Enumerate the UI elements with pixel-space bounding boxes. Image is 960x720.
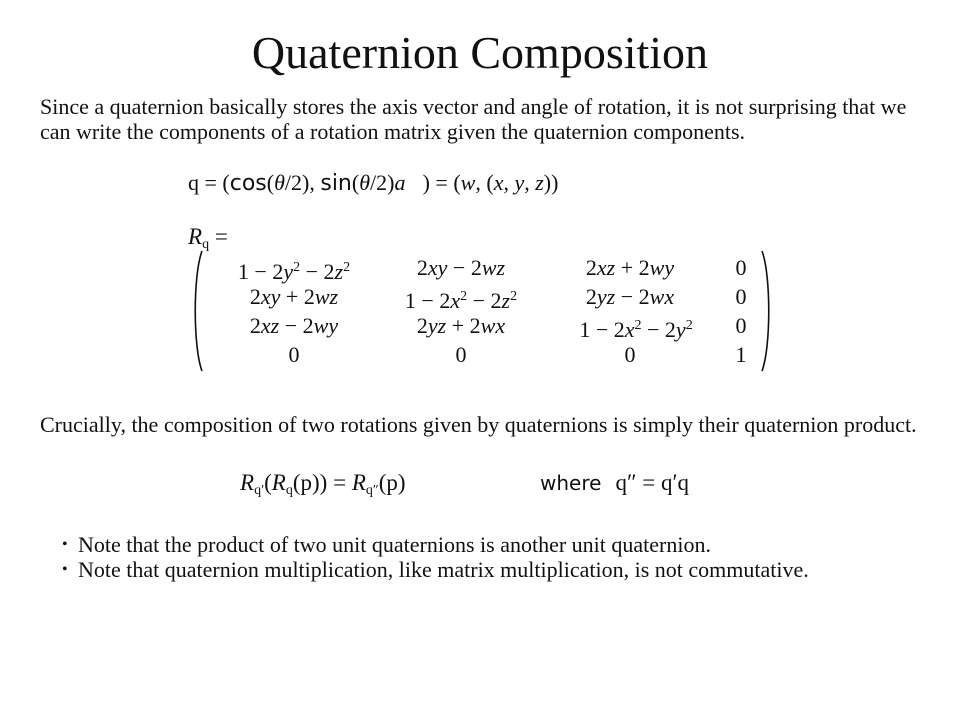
matrix-right-parenthesis (760, 250, 774, 372)
intro-paragraph: Since a quaternion basically stores the axis vector and angle of rotation, it is not surprising that we can write the components of a rotation matrix given the quaternion components. (40, 94, 907, 144)
matrix-cell-r4c4: 1 (735, 342, 747, 367)
matrix-cell-r1c3: 2xz + 2wy (585, 255, 675, 280)
matrix-cell-r1c4: 0 (735, 255, 747, 280)
matrix-cell-r1c2: 2xy − 2wz (416, 255, 506, 280)
matrix-cell-r4c2: 0 (455, 342, 467, 367)
list-item (62, 557, 922, 582)
notes-list (62, 532, 922, 582)
slide-title: Quaternion Composition (251, 27, 709, 78)
list-item (62, 532, 922, 557)
composition-paragraph: Crucially, the composition of two rotations given by quaternions is simply their quaternion product. (40, 412, 917, 437)
matrix-cell-r3c1: 2xz − 2wy (249, 313, 339, 338)
where-clause: where q″ = q′q (540, 470, 690, 495)
matrix-cell-r4c3: 0 (624, 342, 636, 367)
bullet-icon: • (62, 561, 68, 578)
rotation-matrix-label: $R_q$ = (188, 224, 228, 252)
bullet-text: Note that the product of two unit quaternions is another unit quaternion. (78, 532, 711, 557)
rotation-matrix (190, 250, 780, 376)
bullet-icon: • (62, 536, 68, 553)
quaternion-definition-equation: q = (cos(θ/2), sin(θ/2)a⃗) = (w, (x, y, z)) (188, 170, 559, 196)
matrix-left-parenthesis (190, 250, 204, 372)
matrix-cell-r2c1: 2xy + 2wz (249, 284, 339, 309)
matrix-cell-r2c4: 0 (735, 284, 747, 309)
matrix-cell-r2c2: $1 - 2x^2 - 2z^2$ (404, 288, 518, 313)
where-label: where (540, 471, 602, 495)
composition-equation: $R_{q'}(R_q(p)) = R_{q''}(p)$ (240, 470, 406, 498)
bullet-text: Note that quaternion multiplication, like matrix multiplication, is not commutative. (78, 557, 809, 582)
matrix-cell-r3c4: 0 (735, 313, 747, 338)
matrix-cell-r4c1: 0 (288, 342, 300, 367)
matrix-cell-r3c3: $1 - 2x^2 - 2y^2$ (579, 317, 693, 342)
matrix-cell-r1c1: $1 - 2y^2 - 2z^2$ (237, 259, 351, 284)
matrix-cell-r3c2: 2yz + 2wx (416, 313, 506, 338)
matrix-cell-r2c3: 2yz − 2wx (585, 284, 675, 309)
